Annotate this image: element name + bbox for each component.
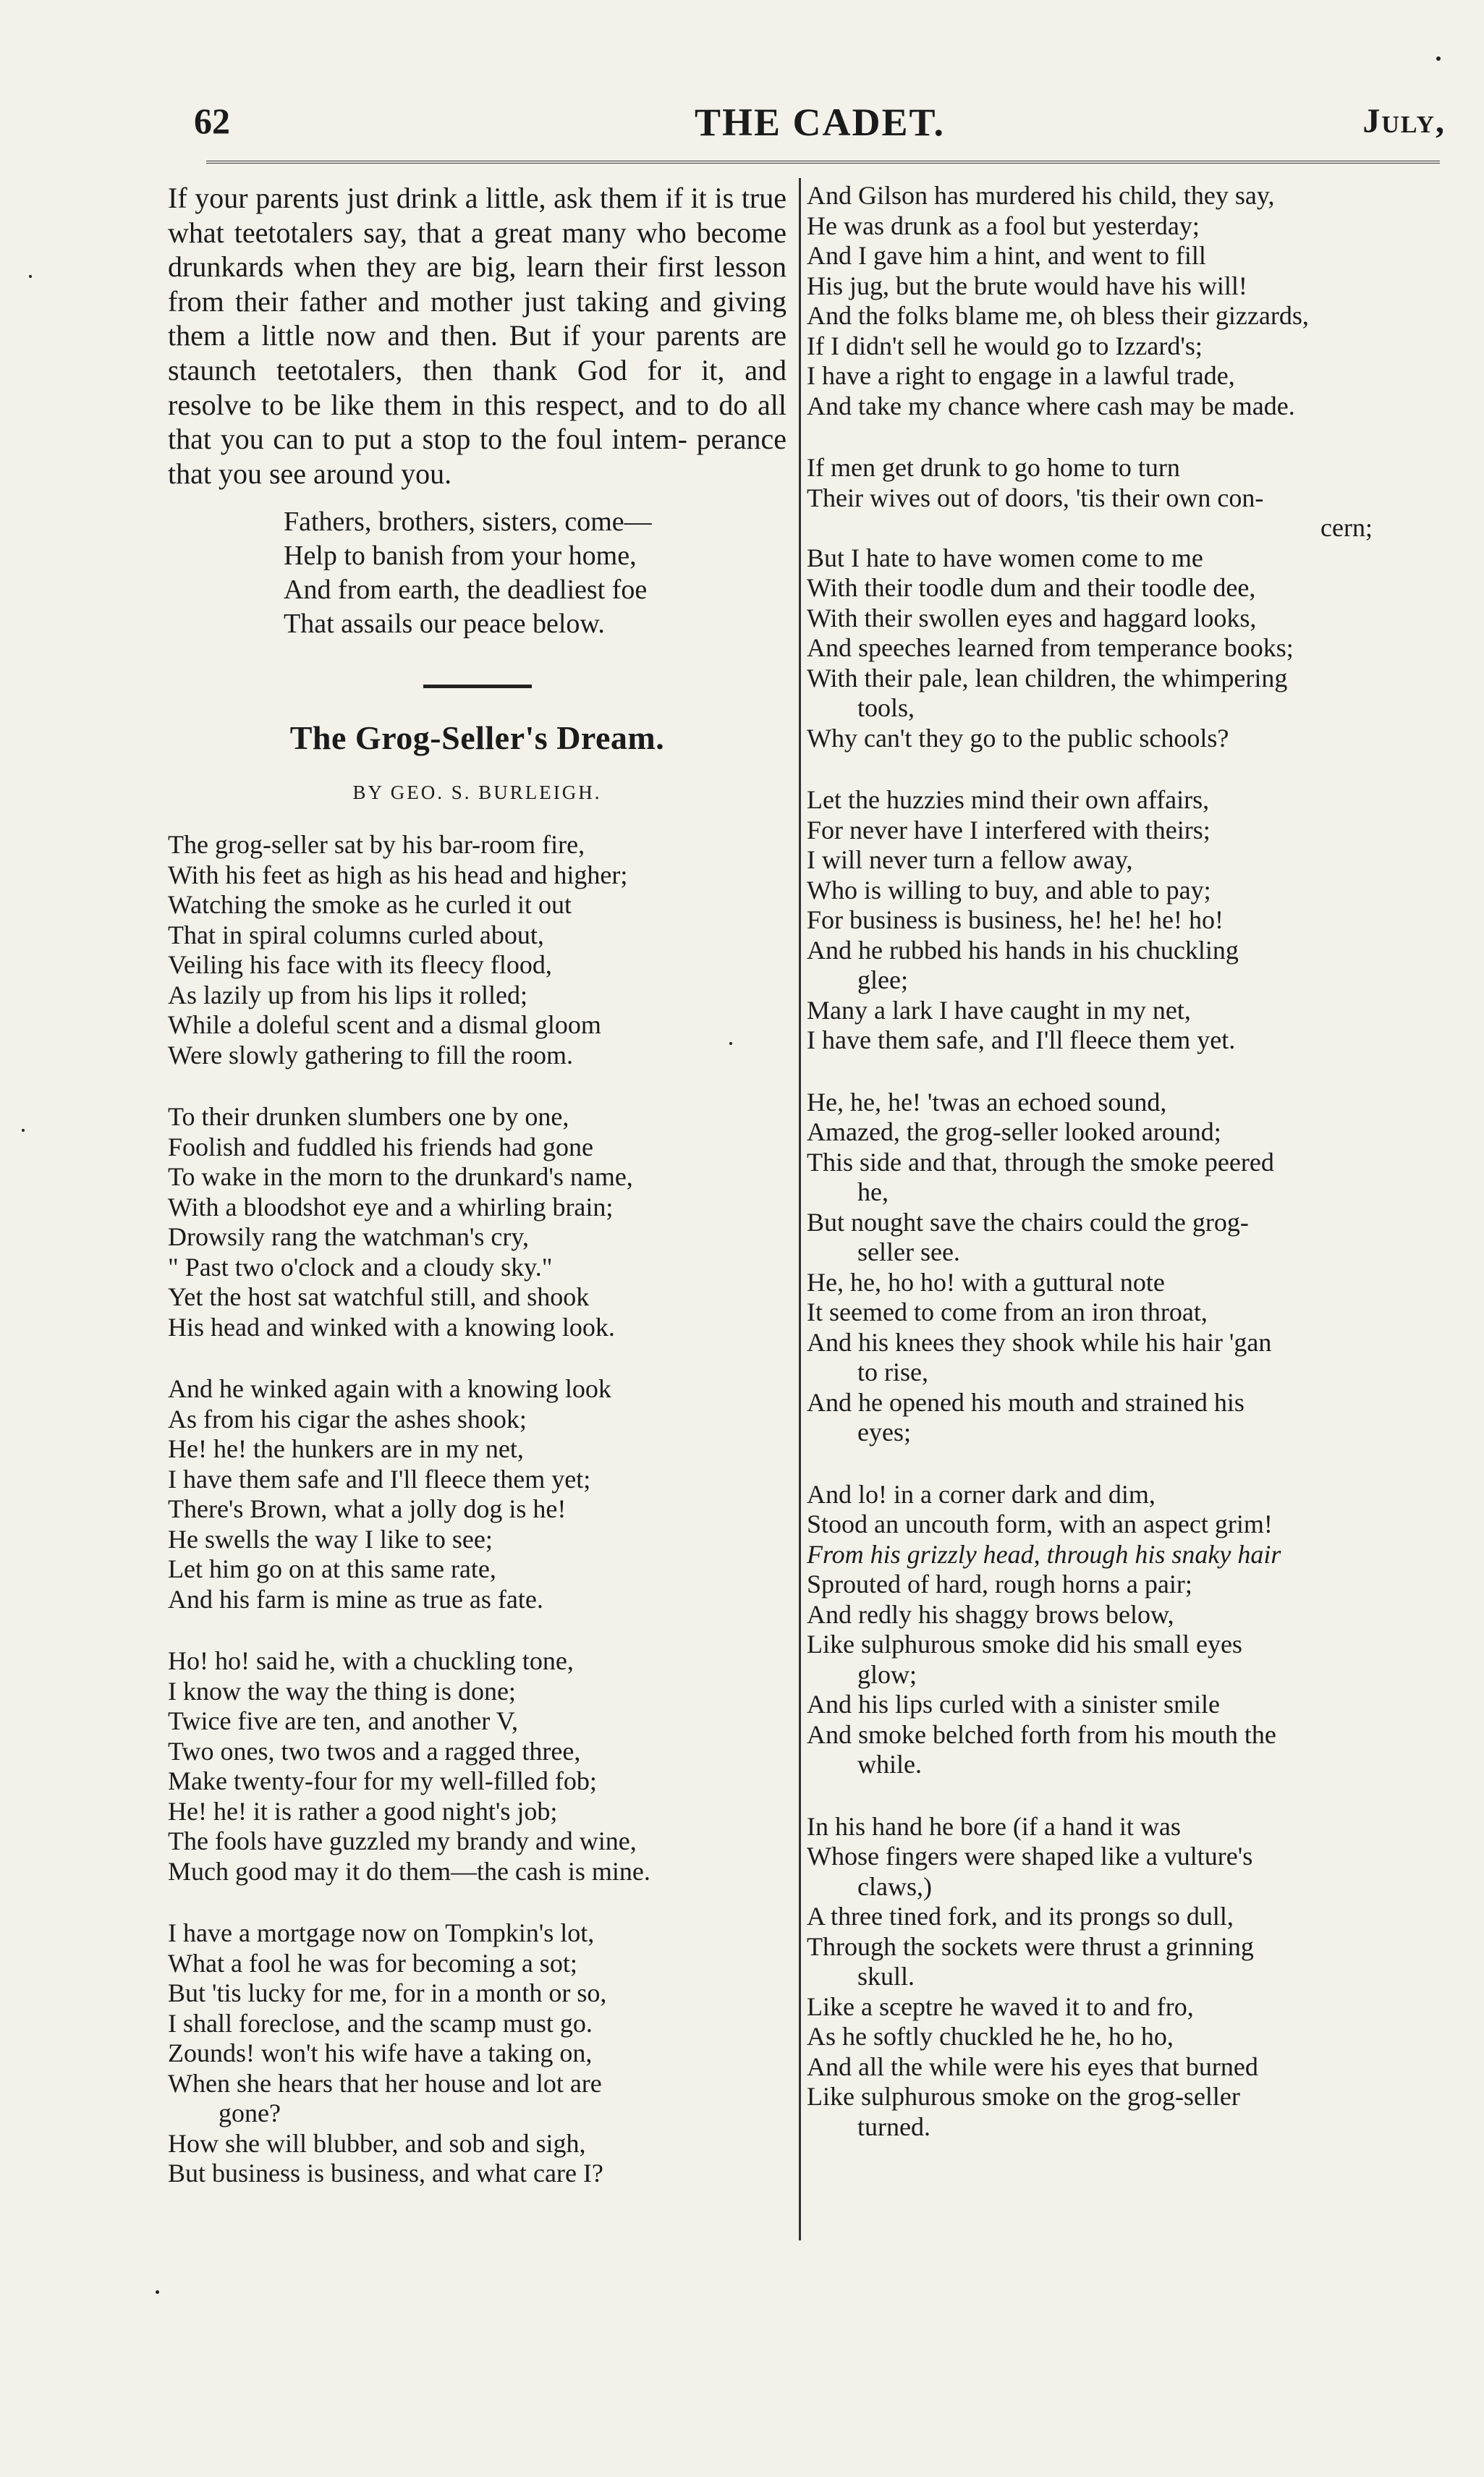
stanza [807,1480,1430,1780]
verse-line: That assails our peace below. [284,609,605,640]
verse-line: And smoke belched forth from his mouth the [807,1719,1276,1749]
verse-line: He! he! it is rather a good night's job; [168,1796,558,1826]
verse-line: What a fool he was for becoming a sot; [168,1948,577,1978]
verse-line-continuation: glow; [857,1659,917,1689]
prose-line: like them in this respect, and to do all that [168,388,787,456]
verse-line: And all the while were his eyes that burned [807,2052,1258,2081]
verse-line: His head and winked with a knowing look. [168,1312,615,1342]
verse-line: Drowsily rang the watchman's cry, [168,1222,530,1252]
header-rule [206,161,1440,164]
stanza [168,830,786,1070]
verse-line: And he winked again with a knowing look [168,1374,611,1404]
page-header [194,100,1446,158]
stanza [807,1812,1430,2143]
verse-line: Ho! ho! said he, with a chuckling tone, [168,1646,574,1676]
scan-speck [729,1042,732,1045]
verse-line: But 'tis lucky for me, for in a month or so, [168,1978,607,2008]
verse-line-continuation: to rise, [857,1358,928,1386]
verse-line: For never have I interfered with theirs; [807,815,1210,844]
verse-line: I have them safe and I'll fleece them yet; [168,1464,591,1494]
running-title: THE CADET. [694,101,946,144]
verse-line: Amazed, the grog-seller looked around; [807,1117,1221,1146]
verse-line: And he rubbed his hands in his chuckling [807,935,1239,965]
verse-line: Who is willing to buy, and able to pay; [807,875,1211,905]
prose-line: they are big, learn their first lesson from [168,250,787,318]
stanza [168,1918,786,2189]
stanza [807,1088,1430,1448]
verse-line: And his knees they shook while his hair 'gan [807,1327,1272,1357]
stanza [168,1102,786,1342]
verse-line: The grog-seller sat by his bar-room fire, [168,830,585,860]
verse-line: Make twenty-four for my well-filled fob; [168,1766,597,1796]
verse-line: With their pale, lean children, the whimpering [807,663,1288,693]
stanza [168,1646,786,1887]
verse-line: Their wives out of doors, 'tis their own con- [807,483,1264,512]
verse-line: If men get drunk to go home to turn [807,453,1180,482]
verse-line: How she will blubber, and sob and sigh, [168,2128,586,2158]
stanza [807,453,1430,753]
issue-month: July, [1362,102,1446,140]
verse-line: From his grizzly head, through his snaky hair [807,1539,1281,1569]
scan-speck [22,1129,25,1132]
prose-line: then thank God for it, and resolve to be [168,353,787,421]
verse-line: While a doleful scent and a dismal gloom [168,1010,601,1040]
verse-line-continuation: claws,) [857,1871,932,1901]
stanza [807,181,1430,421]
verse-line: Like sulphurous smoke on the grog-seller [807,2082,1240,2111]
intro-verse [284,505,786,641]
verse-line: Like sulphurous smoke did his small eyes [807,1630,1242,1659]
verse-line: Were slowly gathering to fill the room. [168,1040,573,1070]
verse-line: To wake in the morn to the drunkard's name, [168,1162,633,1192]
verse-line: Stood an uncouth form, with an aspect grim! [807,1510,1273,1538]
verse-line: This side and that, through the smoke peered [807,1147,1274,1177]
prose-line: if it is true what teetotalers say, that a [168,182,787,249]
verse-line: It seemed to come from an iron throat, [807,1297,1208,1326]
verse-line: And lo! in a corner dark and dim, [807,1479,1156,1509]
verse-line: Much good may it do them—the cash is mine. [168,1856,650,1886]
verse-line: But nought save the chairs could the grog- [807,1207,1249,1237]
verse-line: Through the sockets were thrust a grinning [807,1931,1254,1961]
verse-line: Let the huzzies mind their own affairs, [807,785,1210,814]
verse-line: And take my chance where cash may be made. [807,391,1295,420]
verse-line: As he softly chuckled he he, ho ho, [807,2022,1174,2051]
verse-line: Why can't they go to the public schools? [807,723,1229,753]
verse-line-continuation: eyes; [857,1418,911,1447]
prose-line: great many who become drunkards when [168,216,786,284]
verse-line: I have a mortgage now on Tompkin's lot, [168,1918,595,1948]
verse-line: When she hears that her house and lot are [168,2068,602,2098]
verse-line: He, he, he! 'twas an echoed sound, [807,1087,1167,1117]
right-column [807,181,1430,2142]
page-number: 62 [194,101,230,141]
prose-line: if your parents are staunch teetotalers, [168,319,786,386]
verse-line: For business is business, he! he! he! ho! [807,905,1224,934]
verse-line: But business is business, and what care I? [168,2159,603,2188]
verse-line: And his lips curled with a sinister smile [807,1690,1220,1719]
section-divider [423,685,532,688]
verse-line: And his farm is mine as true as fate. [168,1584,543,1614]
verse-line-continuation: cern; [1320,513,1373,542]
verse-line: He, he, ho ho! with a guttural note [807,1267,1165,1297]
verse-line-continuation: skull. [857,1962,915,1991]
verse-line: Two ones, two twos and a ragged three, [168,1736,581,1766]
column-divider [799,178,801,2240]
verse-line: And he opened his mouth and strained his [807,1387,1245,1417]
verse-line: " Past two o'clock and a cloudy sky." [168,1252,553,1282]
scan-speck [1436,56,1441,61]
verse-line: That in spiral columns curled about, [168,920,544,949]
intro-prose [168,181,786,491]
verse-line: And the folks blame me, oh bless their gizzards, [807,301,1309,330]
verse-line: Help to banish from your home, [284,541,637,572]
stanza [168,1374,786,1614]
verse-line: I have a right to engage in a lawful trade, [807,361,1235,390]
verse-line: As from his cigar the ashes shook; [168,1404,527,1434]
verse-line-continuation: while. [857,1750,922,1779]
prose-line: giving them a little now and then. But [168,284,786,352]
verse-line: And from earth, the deadliest foe [284,575,648,606]
prose-line: you can to put a stop to the foul intem- [220,423,687,456]
verse-line: His jug, but the brute would have his will! [807,271,1247,300]
verse-line: But I hate to have women come to me [807,543,1203,572]
verse-line-continuation: seller see. [857,1237,960,1266]
prose-line: perance that you see around you. [168,423,787,490]
verse-line: I know the way the thing is done; [168,1676,516,1706]
verse-line: In his hand he bore (if a hand it was [807,1811,1181,1841]
prose-line: their father and mother just taking and [235,284,702,318]
verse-line: Like a sceptre he waved it to and fro, [807,1991,1194,2021]
poem-title: The Grog-Seller's Dream. [289,719,665,757]
verse-line: With their swollen eyes and haggard looks, [807,603,1257,632]
verse-line: A three tined fork, and its prongs so dull, [807,1902,1234,1931]
verse-line: I will never turn a fellow away, [807,845,1133,874]
verse-line: He was drunk as a fool but yesterday; [807,211,1200,240]
scan-speck [156,2290,159,2294]
verse-line: Many a lark I have caught in my net, [807,995,1191,1025]
verse-line: He swells the way I like to see; [168,1524,493,1554]
verse-line: Foolish and fuddled his friends had gone [168,1132,593,1161]
verse-line: And redly his shaggy brows below, [807,1599,1174,1629]
verse-line: Yet the host sat watchful still, and shook [168,1282,590,1312]
verse-line: I shall foreclose, and the scamp must go. [168,2008,593,2038]
verse-line: Fathers, brothers, sisters, come— [284,507,652,538]
verse-line: And speeches learned from temperance books; [807,633,1294,662]
verse-line: And I gave him a hint, and went to fill [807,241,1206,270]
verse-line: I have them safe, and I'll fleece them yet. [807,1025,1236,1054]
verse-line: Watching the smoke as he curled it out [168,890,572,920]
verse-line-continuation: gone? [219,2099,281,2128]
verse-line: He! he! the hunkers are in my net, [168,1434,524,1464]
verse-line: There's Brown, what a jolly dog is he! [168,1494,567,1524]
scan-speck [29,275,32,278]
verse-line: Sprouted of hard, rough horns a pair; [807,1570,1192,1599]
stanza [807,785,1430,1056]
verse-line: With a bloodshot eye and a whirling brain; [168,1192,614,1221]
verse-line-continuation: he, [857,1177,889,1206]
verse-line: To their drunken slumbers one by one, [168,1102,569,1132]
verse-line: Let him go on at this same rate, [168,1554,496,1584]
verse-line: With their toodle dum and their toodle dee, [807,573,1256,602]
verse-line: Veiling his face with its fleecy flood, [168,950,552,980]
verse-line: The fools have guzzled my brandy and wine, [168,1826,637,1856]
verse-line: If I didn't sell he would go to Izzard's; [807,331,1203,360]
verse-line: And Gilson has murdered his child, they say, [807,181,1275,210]
verse-line: As lazily up from his lips it rolled; [168,980,527,1009]
verse-line: Whose fingers were shaped like a vulture's [807,1842,1253,1871]
verse-line-continuation: glee; [857,965,908,994]
verse-line-continuation: turned. [857,2112,930,2141]
verse-line: Twice five are ten, and another V, [168,1706,518,1736]
left-column [168,181,786,2189]
poem-byline: BY GEO. S. BURLEIGH. [352,782,602,804]
verse-line-continuation: tools, [857,693,915,722]
verse-line: With his feet as high as his head and higher; [168,860,628,889]
verse-line: Zounds! won't his wife have a taking on, [168,2038,593,2068]
prose-line: If your parents just drink a little, ask them [168,182,658,214]
